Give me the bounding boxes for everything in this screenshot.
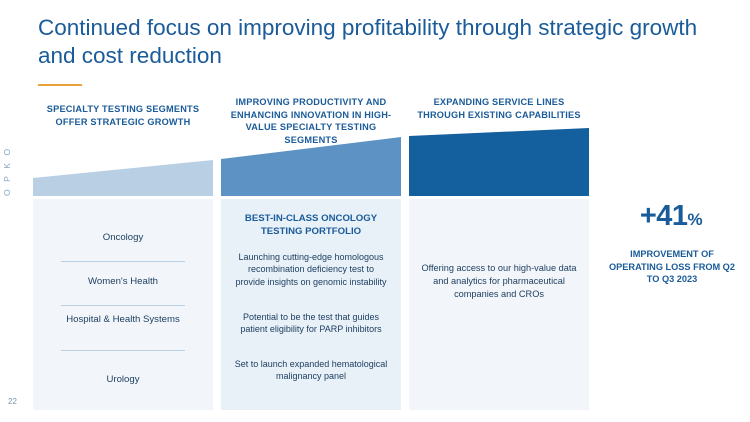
column-header-specialty-testing: SPECIALTY TESTING SEGMENTS OFFER STRATEGIC GROWTH — [46, 104, 200, 127]
list-item: Women's Health — [88, 276, 158, 287]
page-number: 22 — [8, 397, 17, 406]
list-separator — [61, 350, 185, 351]
specialty-testing-list — [33, 199, 213, 410]
list-item: Urology — [106, 374, 140, 385]
column-header-improving-productivity: IMPROVING PRODUCTIVITY AND ENHANCING INNOVATION IN HIGH-VALUE SPECIALTY TESTING SEGMENTS — [230, 97, 392, 145]
column-header-expanding-service-lines: EXPANDING SERVICE LINES THROUGH EXISTING CAPABILITIES — [417, 97, 581, 120]
oncology-paragraph-2: Potential to be the test that guides patient eligibility for PARP inhibitors — [240, 312, 382, 335]
stat-number: +41 — [639, 200, 688, 232]
page-title: Continued focus on improving profitability through strategic growth and cost reduction — [38, 15, 698, 68]
oncology-portfolio-subtitle: BEST-IN-CLASS ONCOLOGY TESTING PORTFOLIO — [244, 213, 378, 237]
list-item: Oncology — [102, 232, 144, 243]
stat-value — [606, 200, 736, 233]
oncology-paragraph-3: Set to launch expanded hematological malignancy panel — [234, 359, 388, 382]
list-separator — [61, 305, 185, 306]
list-separator — [61, 261, 185, 262]
oncology-paragraph-1: Launching cutting-edge homologous recombination deficiency test to provide insights on genomic instability — [235, 252, 387, 287]
stat-caption: IMPROVEMENT OF OPERATING LOSS FROM Q2 TO Q3 2023 — [609, 249, 735, 285]
title-underline-rule — [38, 84, 82, 86]
panel-column-3 — [409, 199, 589, 410]
stat-unit: % — [687, 210, 703, 229]
service-lines-paragraph-1: Offering access to our high-value data and analytics for pharmaceutical companies and CROs — [421, 263, 577, 299]
list-item: Hospital & Health Systems — [66, 314, 180, 325]
brand-vertical-label: O P K O — [2, 146, 12, 196]
